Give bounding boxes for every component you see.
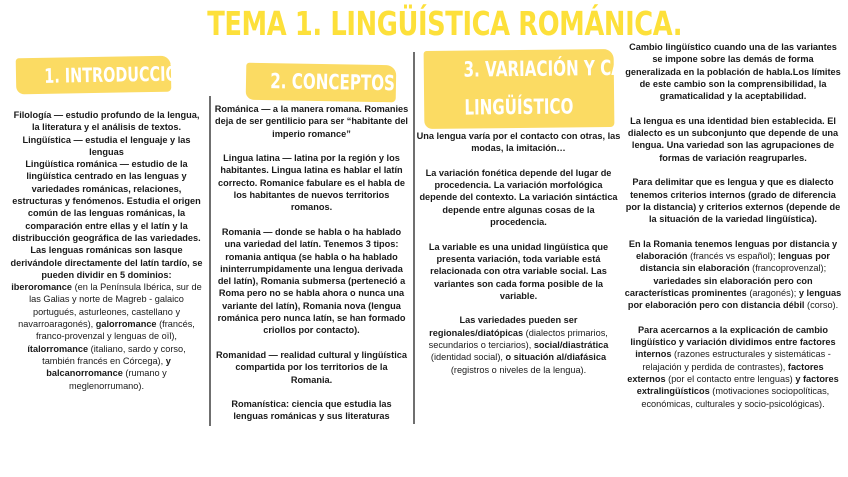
term: Para acercarnos a la explicación de cambio lingüístico y variación dividimos entre factores internos — [630, 324, 836, 360]
def-romania: Romania — donde se habla o ha hablado una variedad del latín. Tenemos 3 tipos: romania antiqua (se habla o ha hablado ininterrumpidamente una lengua derivada del latín), Romania submersa (perteneció a Roma pero no se habla ahora o nunca una variante del latín), Romania nova (lengua románica pero nunca latín, se han formado criollos por contacto). — [217, 226, 406, 336]
heading-text: 1. INTRODUCCIÓN — [44, 61, 190, 88]
desc: (en la Península Ibérica, sur de las Galias y norte de Magreb - galaico portugués, asturleones, castellano y navarroaragonés), — [18, 282, 202, 330]
conj: y — [165, 355, 171, 366]
term: social/diastrática — [533, 340, 609, 351]
term: o situación al/diafásica — [505, 352, 607, 363]
para-factores — [624, 324, 842, 410]
para-varia: Una lengua varía por el contacto con otras, las modas, la imitación… — [416, 131, 621, 154]
cambio-column — [624, 41, 842, 422]
def-linguistica-romanica: Lingüística románica — estudio de la lingüística centrado en las lenguas y variedades románicas, relaciones, estructuras y fenómenos. Estudia el origen común de las lenguas románicas, la comparación entre ellas y el latín y la distribucción geográfica de las variedades. — [12, 159, 201, 243]
term: lenguas por distancia sin elaboración — [639, 251, 831, 274]
def-filologia: Filología — estudio profundo de la lengua, la literatura y el análisis de textos. — [13, 110, 200, 133]
term-galorromance: galorromance — [95, 319, 157, 330]
intro-column — [10, 109, 203, 392]
para-variedades — [416, 314, 621, 375]
desc: (registros o niveles de la lengua). — [450, 364, 587, 375]
def-linguistica: Lingüística — estudia el lenguaje y las lenguas — [22, 134, 191, 157]
para-delimitar: Para delimitar que es lengua y que es dialecto tenemos criterios internos (grado de diferencia por la distancia) y criterios externos (depende de la situación de la variedad lingüística). — [625, 177, 841, 225]
term: y factores extralingüísticos — [636, 374, 839, 397]
page-title: TEMA 1. LINGÜÍSTICA ROMÁNICA. — [207, 4, 683, 43]
para-variable: La variable es una unidad lingüística que presenta variación, toda variable está relacionada con otra variable social. Las variantes son cada forma posible de la variable. — [428, 241, 609, 301]
column-divider — [413, 52, 415, 424]
variacion-column — [416, 130, 621, 388]
section-heading-introduccion — [16, 56, 190, 95]
desc: (francés, franco-provenzal y lenguas de oïl), — [36, 319, 195, 342]
section-heading-variacion — [424, 49, 669, 129]
desc: (francoprovenzal); — [749, 263, 827, 274]
def-romanica: Románica — a la manera romana. Romanies deja de ser gentilicio para ser “habitante del imperio romance” — [214, 104, 409, 139]
heading-text: 3. VARIACIÓN Y CAMBIO — [463, 55, 669, 82]
para-tipos-variacion: La variación fonética depende del lugar de procedencia. La variación morfológica depende del contexto. La variación sintáctica depende entre algunas cosas de la procedencia. — [419, 167, 618, 228]
term: En la Romania tenemos lenguas por distancia y elaboración — [628, 238, 838, 262]
def-romanidad: Romanidad — realidad cultural y lingüística compartida por los territorios de la Romania. — [216, 349, 407, 385]
desc: (francés vs español); — [687, 251, 778, 262]
term-iberoromance: iberoromance — [11, 282, 73, 293]
desc: (italiano, sardo y corso, también francés en Córcega), — [42, 343, 186, 366]
para-lengua: La lengua es una identidad bien establecida. El dialecto es un subconjunto que depende de una lengua. Una variedad son las agrupaciones de formas de variación reagruparles. — [627, 115, 839, 163]
section-heading-conceptos — [246, 63, 397, 103]
heading-text: 2. CONCEPTOS — [270, 69, 396, 96]
desc: (dialectos primarios, secundarios o terciarios), — [428, 327, 608, 351]
term: variedades sin elaboración pero con características prominentes — [624, 275, 813, 298]
term-balcanorromance: balcanorromance — [46, 368, 123, 379]
desc: (motivaciones sociopolíticas, económicas, culturales y socio-psicológicas). — [641, 386, 830, 409]
def-romanistica: Romanística: ciencia que estudia las lenguas románicas y sus literaturas — [231, 399, 392, 422]
desc: (identidad social), — [430, 352, 506, 363]
desc: (por el contacto entre lenguas) — [665, 374, 796, 385]
term: y lenguas por elaboración pero con distancia débil — [627, 287, 842, 311]
def-lingua-latina: Lingua latina — latina por la región y los habitantes. Lingua latina es hablar el latín correcto. Romanice fabulare es el habla de los habitantes de nuevos territorios romanos. — [218, 153, 405, 213]
conceptos-column — [214, 103, 409, 435]
term: Las variedades pueden ser regionales/diatópicas — [429, 315, 578, 338]
term: factores externos — [627, 361, 824, 385]
dominios-intro: Las lenguas románicas son lasque derivándole directamente del latín tardío, se pueden dividir en 5 dominios: — [10, 245, 203, 280]
desc: (corso). — [804, 300, 839, 311]
desc: (aragonés); — [746, 287, 799, 298]
para-romania-lenguas — [624, 238, 842, 312]
para-cambio: Cambio lingüístico cuando una de las variantes se impone sobre las demás de forma generalizada en la población de habla.Los límites de este cambio son la comprensibilidad, la gramaticalidad y la aceptabilidad. — [625, 42, 841, 102]
dominios-list — [10, 281, 203, 392]
column-divider — [209, 96, 211, 426]
desc: (razones estructurales y sistemáticas - relajación y perdida de contrastes), — [642, 349, 831, 372]
heading-text: LINGÜÍSTICO — [464, 94, 574, 120]
desc: (rumano y meglenorrumano). — [68, 368, 167, 391]
term-italorromance: ítalorromance — [27, 343, 89, 354]
